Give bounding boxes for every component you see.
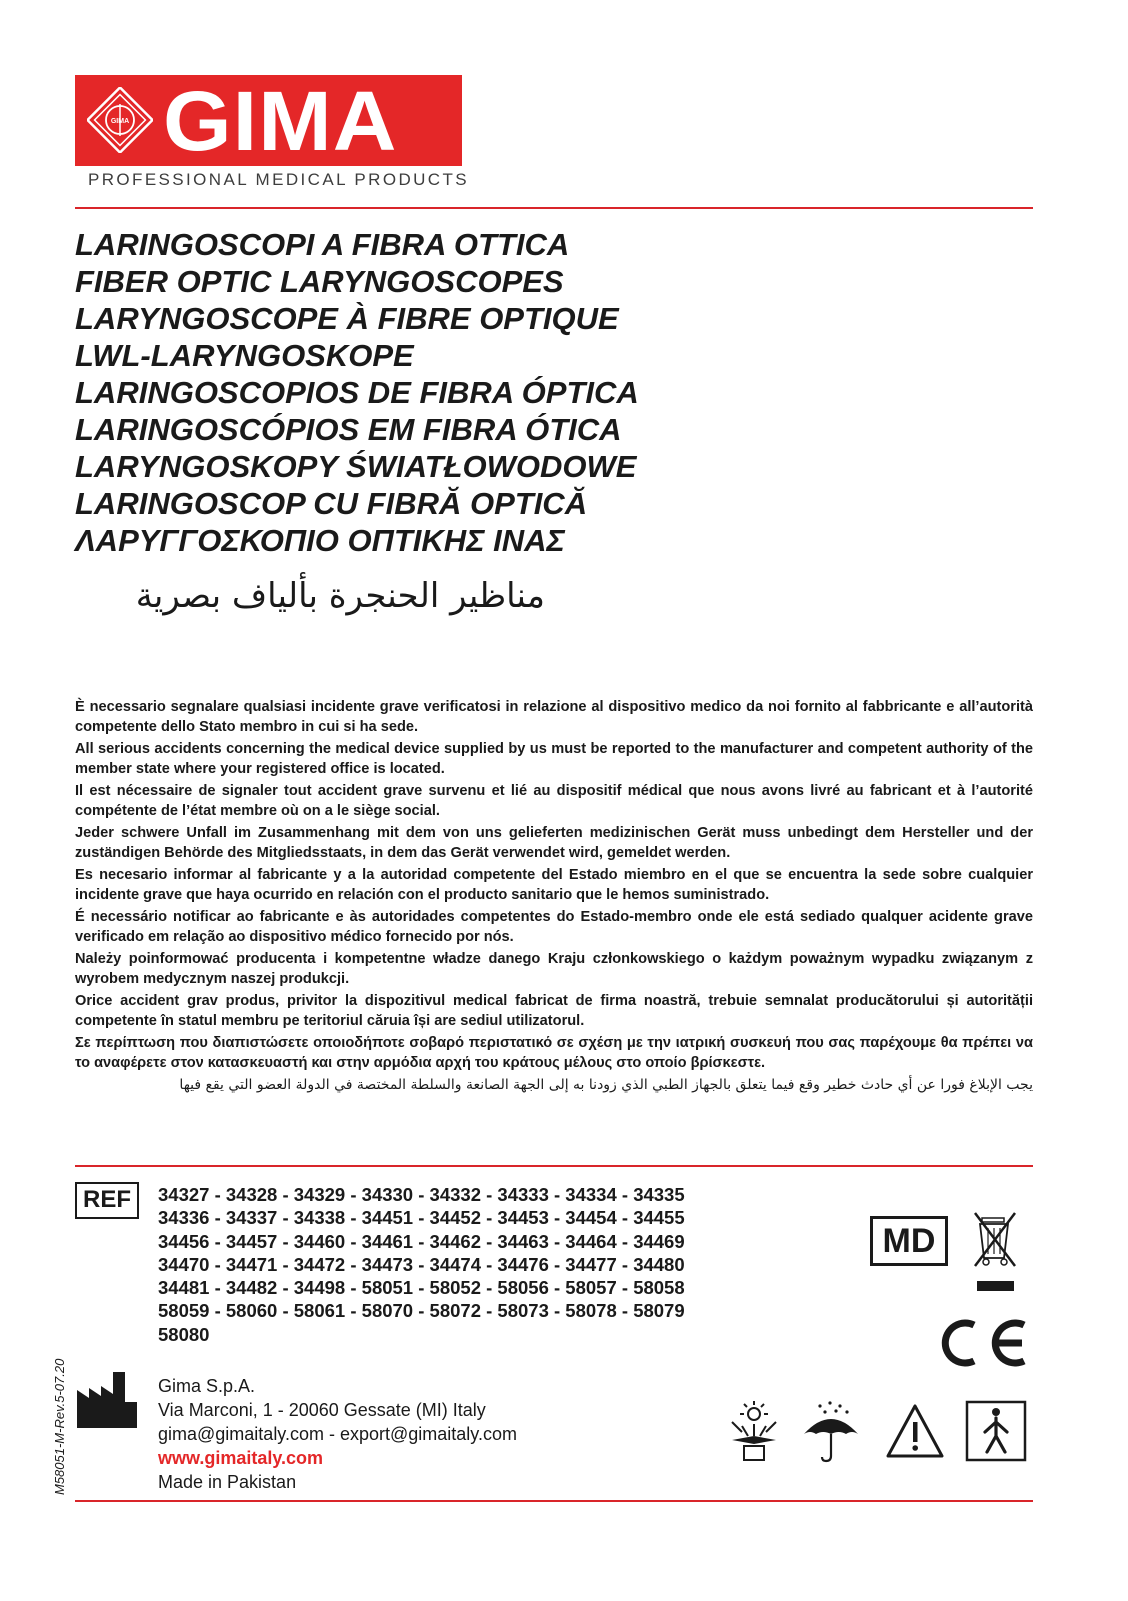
- title-el: ΛΑΡΥΓΓΟΣΚΟΠΙΟ ΟΠΤΙΚΗΣ ΙΝΑΣ: [75, 523, 565, 558]
- notice-ar: يجب الإبلاغ فورا عن أي حادث خطير وقع فيما يتعلق بالجهاز الطبي الذي زودنا به إلى الجهة الصانعة والسلطة المختصة في الدولة العضو التي يقع فيها: [179, 1077, 1033, 1093]
- company-emails: gima@gimaitaly.com - export@gimaitaly.com: [158, 1424, 517, 1444]
- notice-it: È necessario segnalare qualsiasi incidente grave verificatosi in relazione al dispositivo medico da noi fornito al fabbricante e all’autorità competente dello Stato membro in cui si ha sede.: [75, 699, 1033, 735]
- ref-code-line: 34327 - 34328 - 34329 - 34330 - 34332 - 34333 - 34334 - 34335: [158, 1184, 685, 1205]
- type-b-applied-part-icon: [965, 1400, 1027, 1462]
- gima-logo: [75, 75, 462, 166]
- medical-device-symbol: MD: [870, 1216, 948, 1266]
- incident-notices: [75, 698, 1033, 1099]
- product-titles: [75, 226, 639, 559]
- divider-top: [75, 207, 1033, 209]
- title-pt: LARINGOSCÓPIOS EM FIBRA ÓTICA: [75, 412, 622, 447]
- svg-text:GIMA: GIMA: [110, 118, 130, 125]
- notice-el: Σε περίπτωση που διαπιστώσετε οποιοδήποτε σοβαρό περιστατικό σε σχέση με την ιατρική συσκευή που σας παρέχουμε θα πρέπει να το αναφέρετε στον κατασκευαστή και στην αρμόδια αρχή του κράτους μέλους στο οποίο βρίσκεστε.: [75, 1035, 1033, 1071]
- brand-tagline: PROFESSIONAL MEDICAL PRODUCTS: [88, 170, 470, 189]
- title-it: LARINGOSCOPI A FIBRA OTTICA: [75, 227, 570, 262]
- notice-ro: Orice accident grav produs, privitor la dispozitivul medical fabricat de firma noastră, trebuie semnalat producătorului și autorității competente în statul membru pe teritoriul căruia își are sediul utilizatorul.: [75, 993, 1033, 1029]
- company-address: Via Marconi, 1 - 20060 Gessate (MI) Italy: [158, 1400, 486, 1420]
- notice-pl: Należy poinformować producenta i kompetentne władze danego Kraju członkowskiego o każdym poważnym wypadku związanym z wyrobem medycznym naszej produkcji.: [75, 951, 1033, 987]
- notice-es: Es necesario informar al fabricante y a la autoridad competente del Estado miembro en el que se encuentra la sede sobre cualquier incidente grave que haya ocurrido en relación con el producto sanitario que le hemos suministrado.: [75, 867, 1033, 903]
- manufacturer-info: [158, 1374, 517, 1494]
- warning-icon: [884, 1400, 946, 1464]
- title-ro: LARINGOSCOP CU FIBRĂ OPTICĂ: [75, 486, 588, 521]
- gima-emblem-icon: [87, 87, 153, 153]
- notice-en: All serious accidents concerning the medical device supplied by us must be reported to the manufacturer and competent authority of the member state where your registered office is located.: [75, 741, 1033, 777]
- ref-code-line: 34481 - 34482 - 34498 - 58051 - 58052 - 58056 - 58057 - 58058: [158, 1277, 685, 1299]
- ref-symbol: REF: [75, 1182, 139, 1219]
- ref-codes: [158, 1183, 685, 1346]
- document-code: M58051-M-Rev.5-07.20: [52, 1358, 67, 1495]
- weee-bin-icon: [972, 1210, 1018, 1268]
- notice-de: Jeder schwere Unfall im Zusammenhang mit dem von uns gelieferten medizinischen Gerät muss unbedingt dem Hersteller und der zuständigen Behörde des Mitgliedsstaats, in dem das Gerät verwendet wird, gemeldet werden.: [75, 825, 1033, 861]
- title-en: FIBER OPTIC LARYNGOSCOPES: [75, 264, 564, 299]
- keep-away-from-sunlight-icon: [720, 1400, 788, 1464]
- ref-code-line: 34336 - 34337 - 34338 - 34451 - 34452 - 34453 - 34454 - 34455: [158, 1207, 685, 1229]
- divider-middle: [75, 1165, 1033, 1167]
- title-ar: مناظير الحنجرة بألياف بصرية: [135, 576, 545, 616]
- weee-bar: [977, 1281, 1014, 1291]
- company-website[interactable]: www.gimaitaly.com: [158, 1448, 324, 1468]
- title-de: LWL-LARYNGOSKOPE: [75, 338, 414, 373]
- keep-dry-icon: [800, 1400, 862, 1464]
- ref-code-line: 58059 - 58060 - 58061 - 58070 - 58072 - 58073 - 58078 - 58079: [158, 1300, 685, 1322]
- manufacturer-icon: [75, 1368, 139, 1430]
- notice-pt: É necessário notificar ao fabricante e às autoridades competentes do Estado-membro onde ele está sediado qualquer acidente grave verificado em relação ao dispositivo médico fornecido por nós.: [75, 909, 1033, 945]
- ref-code-line: 34470 - 34471 - 34472 - 34473 - 34474 - 34476 - 34477 - 34480: [158, 1253, 685, 1275]
- company-name: Gima S.p.A.: [158, 1376, 256, 1396]
- ce-mark-icon: [932, 1317, 1028, 1367]
- title-pl: LARYNGOSKOPY ŚWIATŁOWODOWE: [75, 449, 637, 484]
- ref-code-line: 34456 - 34457 - 34460 - 34461 - 34462 - 34463 - 34464 - 34469: [158, 1230, 685, 1252]
- ref-code-line: 58080: [158, 1323, 210, 1345]
- country-of-origin: Made in Pakistan: [158, 1472, 297, 1492]
- title-es: LARINGOSCOPIOS DE FIBRA ÓPTICA: [75, 375, 639, 410]
- divider-bottom: [75, 1500, 1033, 1502]
- brand-name: GIMA: [163, 74, 398, 168]
- title-fr: LARYNGOSCOPE À FIBRE OPTIQUE: [75, 301, 619, 336]
- notice-fr: Il est nécessaire de signaler tout accident grave survenu et lié au dispositif médical que nous avons livré au fabricant et à l’autorité compétente de l’état membre où on a le siège social.: [75, 783, 1033, 819]
